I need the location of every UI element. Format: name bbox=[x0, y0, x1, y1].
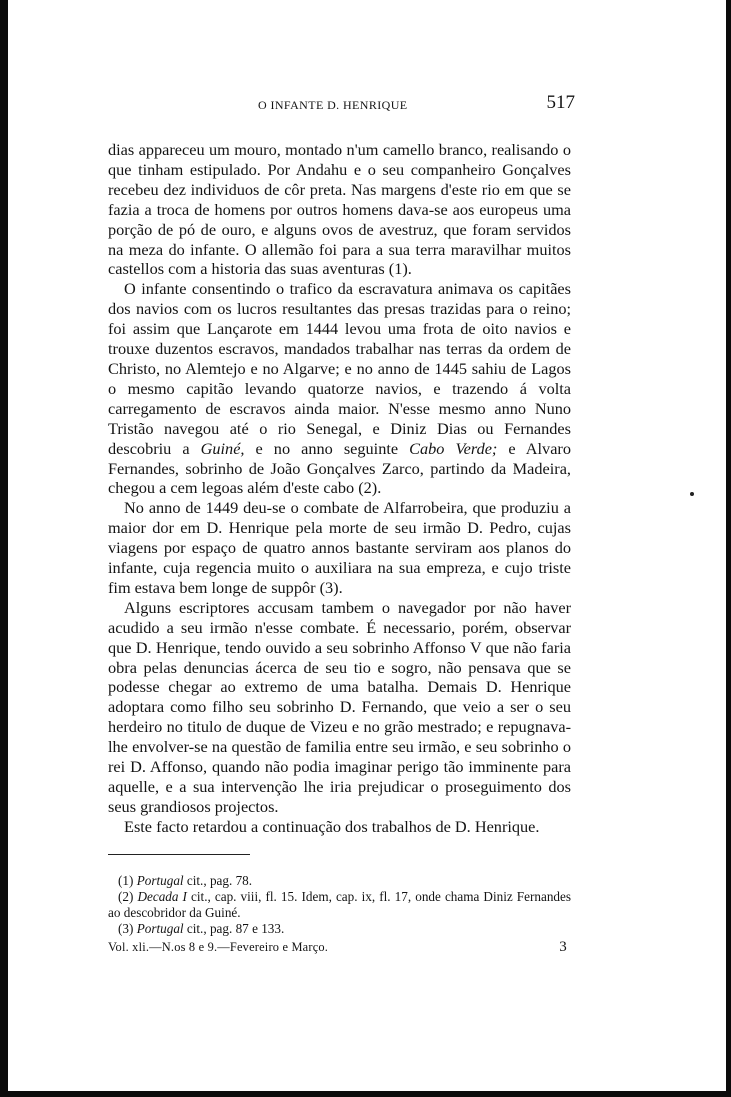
paragraph-text: O infante consentindo o trafico da escravatura animava os capitães dos navios com os lucros resultantes das presas trazidas para o reino; foi assim que Lançarote em 1444 levou uma frota de oito navios e trouxe duzentos escravos, mandados trabalhar nas terras da ordem de Christo, no Alemtejo e no Algarve; e no anno de 1445 sahiu de Lagos o mesmo capitão levando quatorze navios, e trazendo á volta carregamento de escravos ainda maior. N'esse mesmo anno Nuno Tristão navegou até o rio Senegal, e Diniz Dias ou Fernandes descobriu a bbox=[108, 279, 571, 458]
paragraph: dias appareceu um mouro, montado n'um camello branco, realisando o que tinham estipulado. Por Andahu e o seu companheiro Gonçalves recebeu dez individuos de côr preta. Nas margens d'este rio em que se fazia a troca de homens por outros homens dava-se aos europeus uma porção de pó de ouro, e alguns ovos de avestruz, que foram servidos na meza do infante. O allemão foi para a sua terra maravilhar muitos castellos com a historia das suas aventuras (1). bbox=[108, 140, 571, 279]
footnote-text: cit., cap. viii, fl. 15. Idem, cap. ix, fl. 17, onde chama Diniz Fernandes ao descobridor da Guiné. bbox=[108, 888, 572, 920]
footnote-text: cit., pag. 87 e 133. bbox=[183, 920, 285, 936]
paragraph-text: e no anno seguinte bbox=[244, 438, 410, 458]
footnote bbox=[108, 873, 571, 889]
footnote bbox=[108, 921, 571, 937]
book-page bbox=[108, 92, 575, 955]
italic-place-name: Cabo Verde; bbox=[409, 438, 498, 458]
footnote-mark: (3) bbox=[118, 920, 134, 936]
footnote-mark: (2) bbox=[118, 888, 134, 904]
body-text bbox=[108, 140, 571, 837]
italic-place-name: Guiné, bbox=[200, 438, 245, 458]
scan-border-left bbox=[0, 0, 8, 1097]
volume-signature: Vol. xli.—N.os 8 e 9.—Fevereiro e Março. bbox=[108, 939, 329, 954]
paragraph-text: e Alvaro Fernandes, sobrinho de João Gonçalves Zarco, partindo da Madeira, chegou a cem legoas além d'este cabo (2). bbox=[108, 438, 571, 498]
footnote-italic: Portugal bbox=[136, 920, 184, 936]
sheet-number: 3 bbox=[559, 938, 567, 955]
running-title: O INFANTE D. HENRIQUE bbox=[258, 98, 408, 112]
paragraph: No anno de 1449 deu-se o combate de Alfarrobeira, que produziu a maior dor em D. Henrique pela morte de seu irmão D. Pedro, cujas viagens por espaço de quatro annos bastante serviram aos planos do infante, cuja regencia muito o auxiliara na sua empreza, e cujo triste fim estava bem longe de suppôr (3). bbox=[108, 498, 571, 597]
paragraph: Alguns escriptores accusam tambem o navegador por não haver acudido a seu irmão n'esse combate. É necessario, porém, observar que D. Henrique, tendo ouvido a seu sobrinho Affonso V que não faria obra pelas denuncias ácerca de seu tio e sogro, não pensava que se podesse chegar ao extremo de uma batalha. Demais D. Henrique adoptara como filho seu sobrinho D. Fernando, que veio a ser o seu herdeiro no titulo de duque de Vizeu e no grão mestrado; e repugnava-lhe envolver-se na questão de familia entre seu irmão, e seu sobrinho o rei D. Affonso, quando não podia imaginar perigo tão imminente para aquelle, e a sua intervenção lhe iria prejudicar o proseguimento dos seus grandiosos projectos. bbox=[108, 597, 571, 816]
footnote-mark: (1) bbox=[118, 872, 134, 888]
paragraph bbox=[108, 279, 571, 498]
scan-border-bottom bbox=[0, 1091, 731, 1097]
footnote-italic: Portugal bbox=[136, 872, 184, 888]
footnote-rule bbox=[108, 854, 250, 855]
scan-border-right bbox=[726, 0, 731, 1097]
sheet-signature bbox=[108, 939, 571, 955]
footnotes bbox=[108, 873, 571, 937]
paragraph: Este facto retardou a continuação dos trabalhos de D. Henrique. bbox=[124, 816, 540, 836]
footnote bbox=[108, 889, 571, 921]
ink-speck bbox=[690, 492, 694, 496]
page-number: 517 bbox=[546, 92, 575, 113]
running-head bbox=[108, 92, 575, 114]
footnote-italic: Decada I bbox=[137, 888, 187, 904]
footnote-text: cit., pag. 78. bbox=[183, 872, 253, 888]
